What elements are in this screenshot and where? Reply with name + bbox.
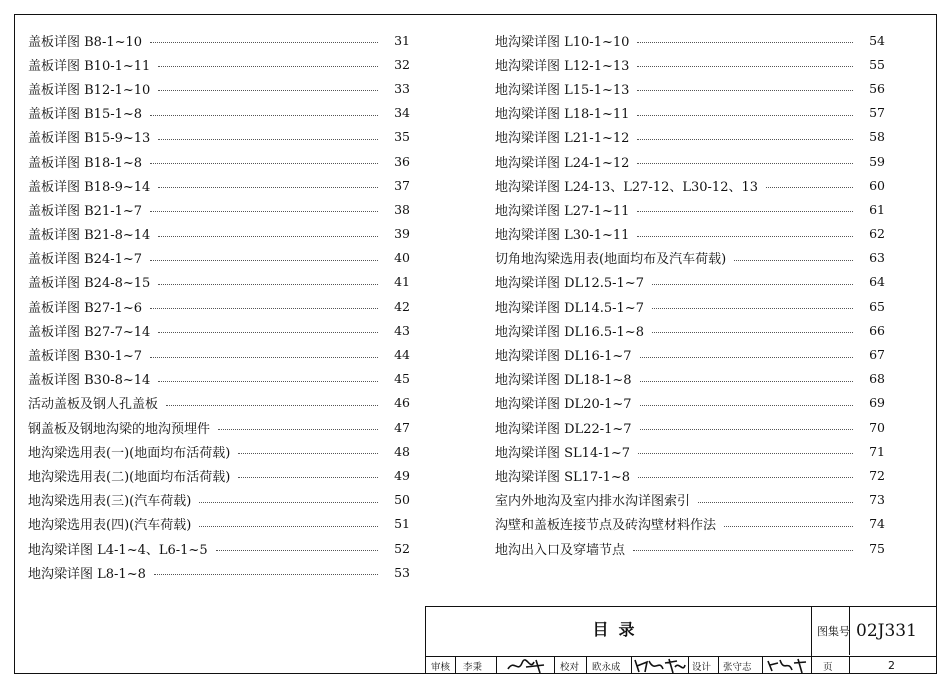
toc-entry bbox=[495, 222, 885, 246]
page-number: 2 bbox=[888, 659, 895, 672]
dot-leader bbox=[633, 549, 853, 551]
toc-entry-title: 地沟梁详图 L12-1~13 bbox=[495, 58, 630, 74]
toc-entry-page: 65 bbox=[869, 298, 885, 314]
toc-entry-page: 60 bbox=[869, 177, 885, 193]
toc-entry-page: 53 bbox=[394, 564, 410, 580]
toc-entry-title: 地沟梁详图 L30-1~11 bbox=[495, 228, 630, 244]
toc-entry-title: 地沟梁详图 SL14-1~7 bbox=[495, 445, 631, 461]
toc-entry bbox=[28, 173, 410, 197]
dot-leader bbox=[238, 452, 378, 454]
toc-entry-page: 51 bbox=[394, 516, 410, 532]
toc-entry-page: 50 bbox=[394, 492, 410, 508]
toc-entry bbox=[28, 246, 410, 270]
toc-entry-page: 34 bbox=[394, 105, 410, 121]
dot-leader bbox=[640, 380, 853, 382]
toc-entry-title: 活动盖板及钢人孔盖板 bbox=[28, 397, 159, 413]
toc-entry-page: 43 bbox=[394, 322, 410, 338]
toc-entry-page: 33 bbox=[394, 80, 410, 96]
review-name: 李秉 bbox=[463, 662, 483, 673]
toc-entry-title: 地沟梁选用表(二)(地面均布活荷载) bbox=[28, 469, 231, 485]
dot-leader bbox=[158, 138, 378, 140]
toc-entry bbox=[28, 270, 410, 294]
dot-leader bbox=[638, 452, 853, 454]
dot-leader bbox=[150, 210, 378, 212]
toc-entry bbox=[28, 342, 410, 366]
toc-entry bbox=[495, 318, 885, 342]
check-signature bbox=[633, 657, 687, 675]
dot-leader bbox=[640, 356, 853, 358]
dot-leader bbox=[238, 476, 378, 478]
toc-entry-page: 32 bbox=[394, 56, 410, 72]
toc-entry-title: 地沟梁详图 L8-1~8 bbox=[28, 566, 146, 582]
check-label: 校对 bbox=[560, 662, 580, 673]
toc-entry-title: 地沟梁详图 DL12.5-1~7 bbox=[495, 276, 644, 292]
toc-entry-page: 41 bbox=[394, 274, 410, 290]
toc-right-column bbox=[495, 28, 885, 560]
toc-entry-page: 47 bbox=[394, 419, 410, 435]
toc-entry-title: 地沟出入口及穿墙节点 bbox=[495, 542, 626, 558]
toc-entry-page: 52 bbox=[394, 540, 410, 556]
toc-entry bbox=[495, 246, 885, 270]
toc-entry-title: 地沟梁详图 DL16-1~7 bbox=[495, 349, 632, 365]
toc-entry-page: 69 bbox=[869, 395, 885, 411]
toc-entry bbox=[28, 318, 410, 342]
toc-entry bbox=[495, 28, 885, 52]
toc-entry-title: 盖板详图 B27-7~14 bbox=[28, 324, 151, 340]
toc-entry bbox=[495, 488, 885, 512]
dot-leader bbox=[150, 356, 378, 358]
toc-entry-page: 37 bbox=[394, 177, 410, 193]
design-name: 张守志 bbox=[723, 662, 752, 673]
toc-entry bbox=[28, 101, 410, 125]
toc-entry-title: 盖板详图 B15-9~13 bbox=[28, 131, 151, 147]
toc-entry-title: 地沟梁选用表(一)(地面均布活荷载) bbox=[28, 445, 231, 461]
dot-leader bbox=[637, 65, 853, 67]
toc-entry-page: 38 bbox=[394, 201, 410, 217]
toc-entry-page: 56 bbox=[869, 80, 885, 96]
toc-entry-title: 地沟梁详图 DL18-1~8 bbox=[495, 373, 632, 389]
toc-entry-title: 地沟梁选用表(四)(汽车荷载) bbox=[28, 518, 192, 534]
toc-entry bbox=[28, 415, 410, 439]
toc-entry bbox=[28, 488, 410, 512]
toc-entry-page: 75 bbox=[869, 540, 885, 556]
toc-entry-page: 58 bbox=[869, 129, 885, 145]
toc-entry bbox=[28, 463, 410, 487]
toc-entry-title: 地沟梁详图 DL20-1~7 bbox=[495, 397, 632, 413]
toc-entry-title: 切角地沟梁选用表(地面均布及汽车荷载) bbox=[495, 252, 727, 268]
toc-entry-title: 室内外地沟及室内排水沟详图索引 bbox=[495, 494, 691, 510]
toc-entry-title: 地沟梁详图 SL17-1~8 bbox=[495, 469, 631, 485]
dot-leader bbox=[199, 525, 378, 527]
toc-entry-title: 地沟梁详图 L24-1~12 bbox=[495, 155, 630, 171]
dot-leader bbox=[637, 210, 853, 212]
toc-entry-title: 地沟梁详图 DL22-1~7 bbox=[495, 421, 632, 437]
toc-entry bbox=[495, 536, 885, 560]
toc-entry bbox=[495, 101, 885, 125]
toc-entry-page: 59 bbox=[869, 153, 885, 169]
toc-entry bbox=[28, 222, 410, 246]
toc-entry-page: 73 bbox=[869, 492, 885, 508]
toc-entry-page: 55 bbox=[869, 56, 885, 72]
toc-entry-title: 地沟梁详图 L24-13、L27-12、L30-12、13 bbox=[495, 179, 759, 195]
toc-entry-title: 盖板详图 B30-1~7 bbox=[28, 349, 143, 365]
dot-leader bbox=[158, 186, 378, 188]
dot-leader bbox=[150, 114, 378, 116]
dot-leader bbox=[158, 331, 378, 333]
toc-entry bbox=[28, 28, 410, 52]
toc-entry-title: 盖板详图 B12-1~10 bbox=[28, 82, 151, 98]
toc-entry-page: 49 bbox=[394, 467, 410, 483]
toc-entry-page: 66 bbox=[869, 322, 885, 338]
toc-entry bbox=[28, 560, 410, 584]
dot-leader bbox=[638, 476, 853, 478]
title-block bbox=[425, 606, 937, 674]
toc-entry-page: 44 bbox=[394, 347, 410, 363]
toc-entry bbox=[495, 294, 885, 318]
toc-entry-title: 地沟梁详图 L21-1~12 bbox=[495, 131, 630, 147]
toc-entry-title: 地沟梁详图 L15-1~13 bbox=[495, 82, 630, 98]
toc-entry-title: 盖板详图 B15-1~8 bbox=[28, 107, 143, 123]
toc-entry-page: 48 bbox=[394, 443, 410, 459]
toc-entry-page: 36 bbox=[394, 153, 410, 169]
toc-entry-title: 地沟梁详图 L10-1~10 bbox=[495, 34, 630, 50]
toc-entry bbox=[495, 270, 885, 294]
toc-entry bbox=[28, 439, 410, 463]
dot-leader bbox=[158, 380, 378, 382]
dot-leader bbox=[652, 331, 853, 333]
review-label: 审核 bbox=[431, 662, 451, 673]
toc-entry-page: 67 bbox=[869, 347, 885, 363]
toc-entry-title: 地沟梁详图 DL16.5-1~8 bbox=[495, 324, 644, 340]
page-label: 页 bbox=[823, 662, 833, 673]
toc-entry bbox=[495, 149, 885, 173]
toc-entry bbox=[495, 173, 885, 197]
toc-entry bbox=[495, 439, 885, 463]
dot-leader bbox=[150, 41, 378, 43]
toc-entry bbox=[495, 342, 885, 366]
toc-entry bbox=[28, 391, 410, 415]
design-label: 设计 bbox=[692, 662, 712, 673]
dot-leader bbox=[766, 186, 853, 188]
dot-leader bbox=[166, 404, 378, 406]
toc-entry bbox=[495, 367, 885, 391]
toc-entry-title: 盖板详图 B18-9~14 bbox=[28, 179, 151, 195]
toc-entry-page: 42 bbox=[394, 298, 410, 314]
toc-entry-title: 盖板详图 B21-8~14 bbox=[28, 228, 151, 244]
dot-leader bbox=[637, 114, 853, 116]
toc-entry-title: 盖板详图 B18-1~8 bbox=[28, 155, 143, 171]
toc-entry-page: 31 bbox=[394, 32, 410, 48]
toc-entry bbox=[28, 512, 410, 536]
toc-entry bbox=[495, 415, 885, 439]
toc-entry-page: 45 bbox=[394, 371, 410, 387]
toc-entry bbox=[28, 125, 410, 149]
dot-leader bbox=[158, 89, 378, 91]
toc-entry-page: 39 bbox=[394, 226, 410, 242]
toc-entry bbox=[495, 197, 885, 221]
toc-entry-page: 71 bbox=[869, 443, 885, 459]
toc-entry bbox=[28, 52, 410, 76]
toc-entry-title: 盖板详图 B8-1~10 bbox=[28, 34, 143, 50]
toc-entry bbox=[28, 367, 410, 391]
toc-entry-page: 57 bbox=[869, 105, 885, 121]
dot-leader bbox=[158, 283, 378, 285]
dot-leader bbox=[218, 428, 378, 430]
toc-entry-page: 62 bbox=[869, 226, 885, 242]
design-signature bbox=[766, 657, 810, 675]
dot-leader bbox=[637, 162, 853, 164]
dot-leader bbox=[158, 235, 378, 237]
dot-leader bbox=[150, 259, 378, 261]
toc-entry-page: 70 bbox=[869, 419, 885, 435]
toc-entry-title: 盖板详图 B24-8~15 bbox=[28, 276, 151, 292]
dot-leader bbox=[150, 307, 378, 309]
toc-entry-page: 46 bbox=[394, 395, 410, 411]
toc-entry-page: 72 bbox=[869, 467, 885, 483]
dot-leader bbox=[154, 573, 378, 575]
toc-entry-title: 盖板详图 B10-1~11 bbox=[28, 58, 151, 74]
dot-leader bbox=[199, 501, 378, 503]
toc-entry bbox=[495, 76, 885, 100]
toc-left-column bbox=[28, 28, 410, 584]
dot-leader bbox=[640, 404, 853, 406]
toc-entry-title: 地沟梁选用表(三)(汽车荷载) bbox=[28, 494, 192, 510]
toc-entry bbox=[28, 197, 410, 221]
toc-entry bbox=[495, 512, 885, 536]
toc-entry-title: 地沟梁详图 L18-1~11 bbox=[495, 107, 630, 123]
dot-leader bbox=[640, 428, 853, 430]
toc-entry-title: 盖板详图 B30-8~14 bbox=[28, 373, 151, 389]
atlas-number-label: 图集号 bbox=[817, 625, 850, 638]
dot-leader bbox=[698, 501, 853, 503]
check-name: 欧永成 bbox=[592, 662, 621, 673]
dot-leader bbox=[652, 283, 853, 285]
toc-entry bbox=[495, 463, 885, 487]
toc-entry-title: 钢盖板及钢地沟梁的地沟预埋件 bbox=[28, 421, 211, 437]
toc-entry bbox=[28, 536, 410, 560]
dot-leader bbox=[637, 89, 853, 91]
toc-entry-page: 68 bbox=[869, 371, 885, 387]
toc-entry-page: 63 bbox=[869, 250, 885, 266]
toc-entry bbox=[28, 149, 410, 173]
dot-leader bbox=[724, 525, 853, 527]
dot-leader bbox=[216, 549, 378, 551]
dot-leader bbox=[158, 65, 378, 67]
atlas-code: 02J331 bbox=[856, 621, 917, 641]
dot-leader bbox=[637, 41, 853, 43]
toc-entry-page: 64 bbox=[869, 274, 885, 290]
toc-entry-title: 沟壁和盖板连接节点及砖沟壁材料作法 bbox=[495, 518, 717, 534]
toc-entry-title: 盖板详图 B27-1~6 bbox=[28, 300, 143, 316]
dot-leader bbox=[150, 162, 378, 164]
toc-entry-title: 地沟梁详图 DL14.5-1~7 bbox=[495, 300, 644, 316]
toc-entry-page: 54 bbox=[869, 32, 885, 48]
toc-entry-page: 61 bbox=[869, 201, 885, 217]
toc-entry-title: 盖板详图 B24-1~7 bbox=[28, 252, 143, 268]
toc-entry-page: 40 bbox=[394, 250, 410, 266]
toc-entry bbox=[495, 391, 885, 415]
toc-entry bbox=[495, 52, 885, 76]
toc-entry-page: 35 bbox=[394, 129, 410, 145]
toc-entry-page: 74 bbox=[869, 516, 885, 532]
toc-entry bbox=[495, 125, 885, 149]
dot-leader bbox=[652, 307, 853, 309]
toc-entry-title: 地沟梁详图 L27-1~11 bbox=[495, 203, 630, 219]
review-signature bbox=[506, 657, 548, 675]
dot-leader bbox=[734, 259, 853, 261]
toc-entry bbox=[28, 76, 410, 100]
toc-entry-title: 盖板详图 B21-1~7 bbox=[28, 203, 143, 219]
dot-leader bbox=[637, 138, 853, 140]
dot-leader bbox=[637, 235, 853, 237]
toc-entry-title: 地沟梁详图 L4-1~4、L6-1~5 bbox=[28, 542, 208, 558]
toc-entry bbox=[28, 294, 410, 318]
page-title: 目录 bbox=[592, 620, 645, 639]
